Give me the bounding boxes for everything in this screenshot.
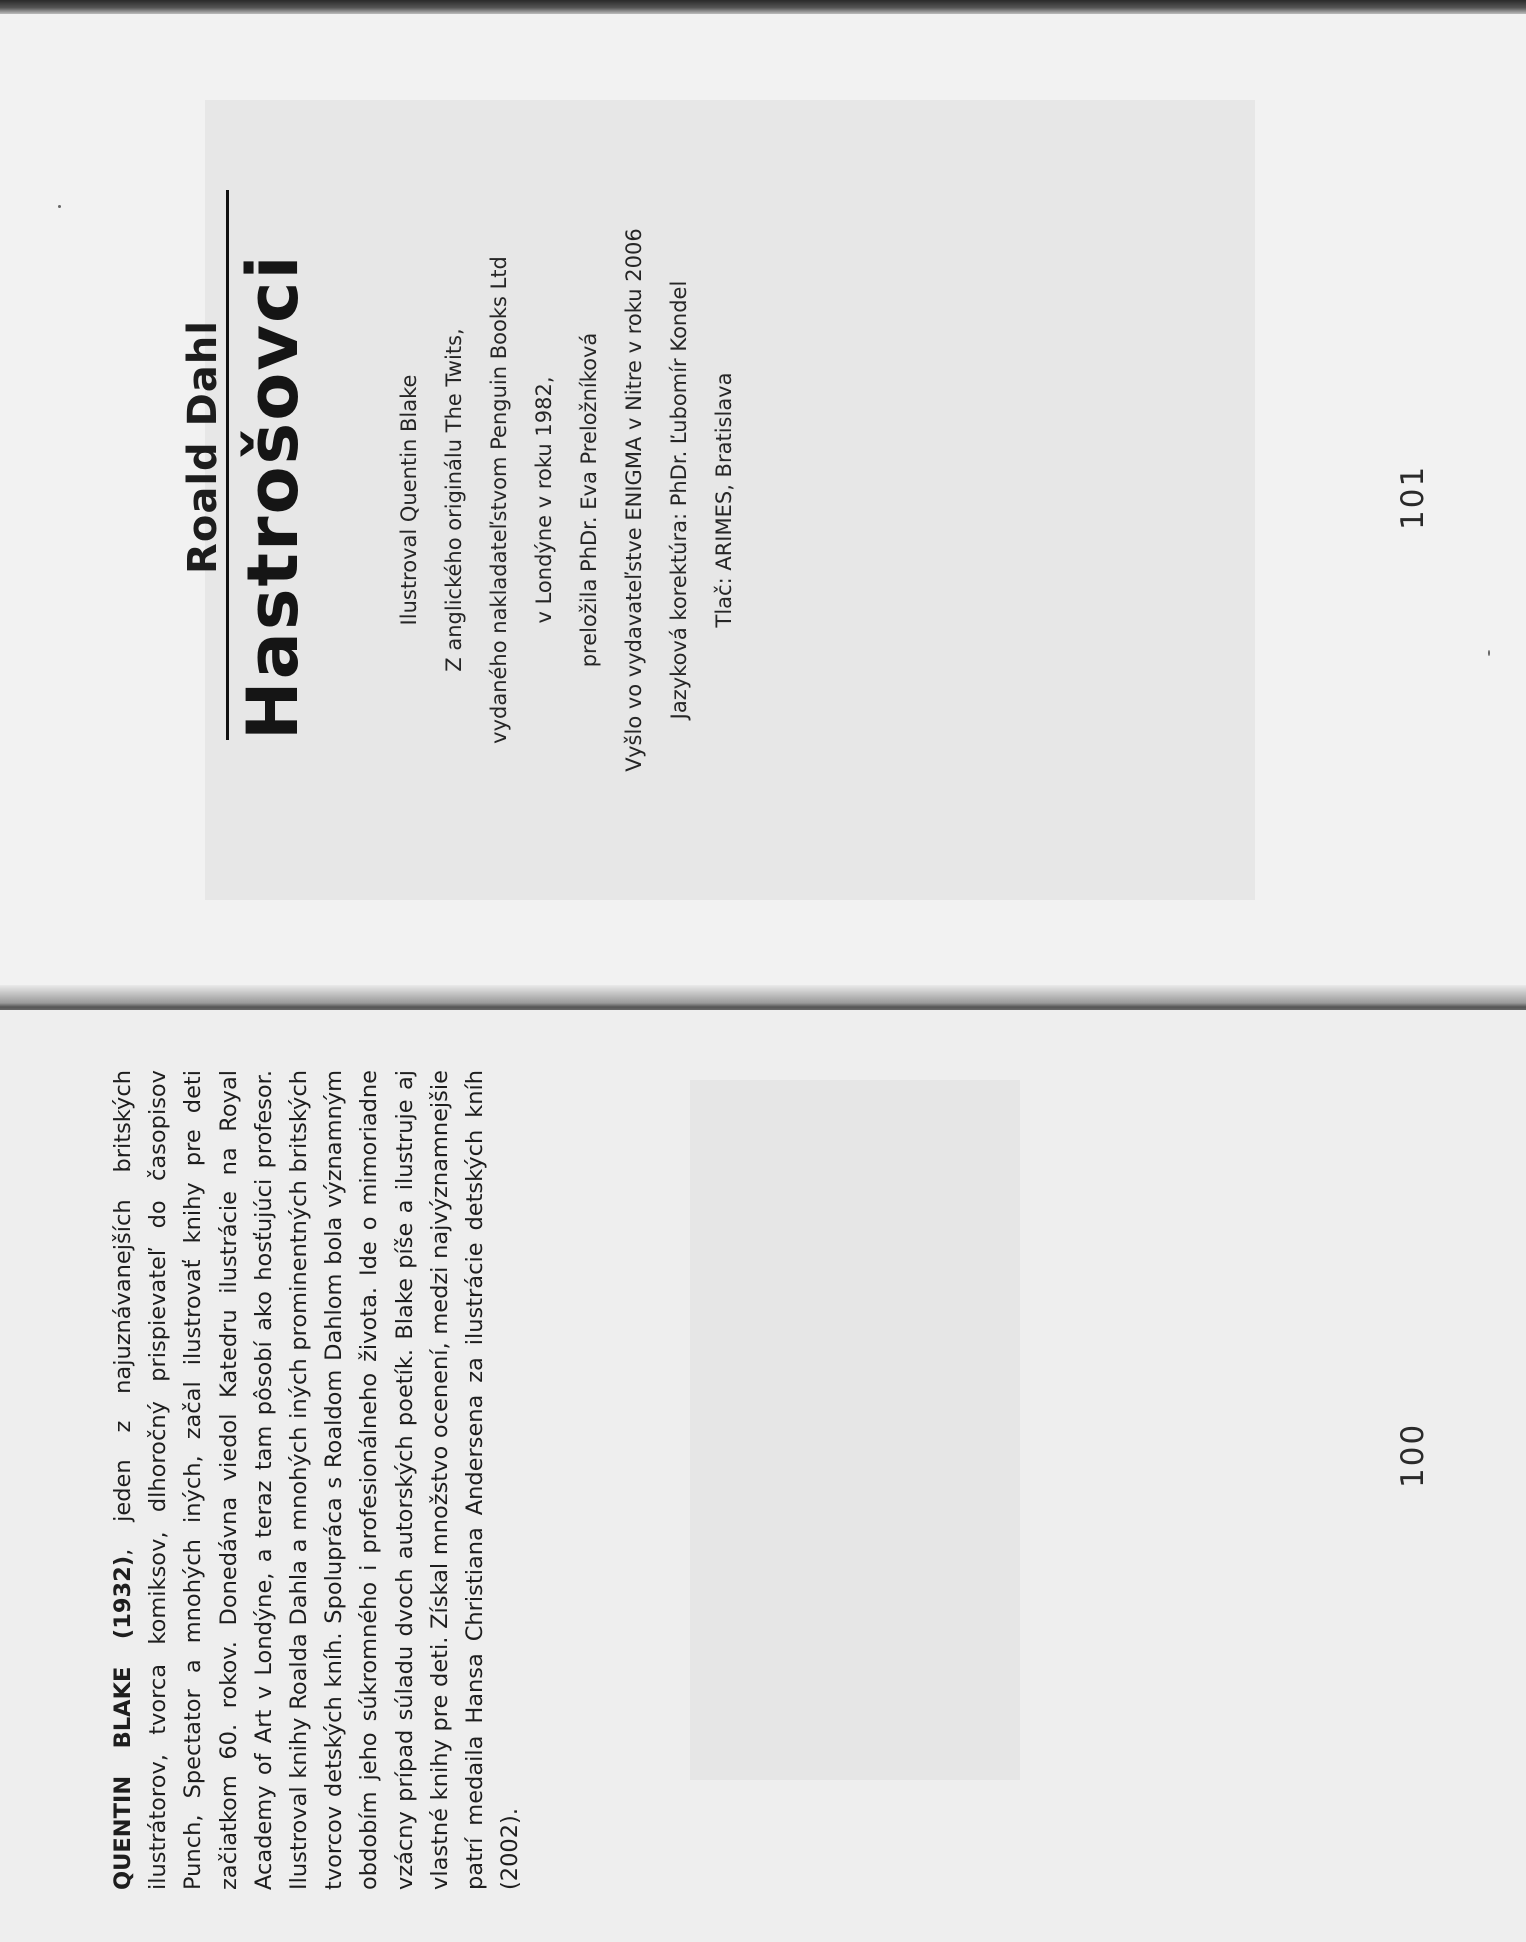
author-name: Roald Dahl	[180, 190, 229, 740]
right-page-content	[180, 120, 740, 880]
imprint-line: Ilustroval Quentin Blake	[397, 374, 421, 626]
page-number-left: 100	[1395, 1422, 1431, 1488]
title-block	[180, 120, 313, 880]
bio-paragraph	[106, 1070, 528, 1890]
scanner-edge	[0, 0, 1526, 14]
imprint-line: Vyšlo vo vydavateľstve ENIGMA v Nitre v roku 2006	[622, 228, 646, 772]
dust-speck	[58, 205, 61, 208]
bio-name: QUENTIN BLAKE (1932)	[110, 1555, 136, 1890]
imprint-line: preložila PhDr. Eva Preložníková	[577, 332, 601, 668]
show-through-left	[690, 1080, 1020, 1780]
left-page-bio	[106, 1070, 528, 1890]
imprint-line: vydaného nakladateľstvom Penguin Books Ltd	[487, 256, 511, 744]
imprint	[387, 120, 747, 880]
bio-text: , jeden z najuznávanejších britských ilustrátorov, tvorca komiksov, dlhoročný prispievateľ do časopisov Punch, Spectator a mnohých iných, začal ilustrovať knihy pre deti začiatkom 60. rokov. Donedávna viedol Katedru ilustrácie na Royal Academy of Art v Londýne, a teraz tam pôsobí ako hosťujúci profesor. Ilustroval knihy Roalda Dahla a mnohých iných prominentných britských tvorcov detských kníh. Spolupráca s Roaldom Dahlom bola významným obdobím jeho súkromného i profesionálneho života. Ide o mimoriadne vzácny prípad súladu dvoch autorských poetík. Blake píše a ilustruje aj vlastné knihy pre deti. Získal množstvo ocenení, medzi najvýznamnejšie patrí medaila Hansa Christiana Andersena za ilustrácie detských kníh (2002).	[110, 1070, 524, 1890]
imprint-line: Tlač: ARIMES, Bratislava	[712, 372, 736, 628]
imprint-line: Z anglického originálu The Twits,	[442, 328, 466, 672]
imprint-line: Jazyková korektúra: PhDr. Ľubomír Kondel	[667, 280, 691, 720]
imprint-line: v Londýne v roku 1982,	[532, 376, 556, 624]
dust-speck	[1488, 650, 1490, 656]
page-number-right: 101	[1395, 464, 1431, 530]
book-title: Hastrošovci	[232, 253, 314, 740]
